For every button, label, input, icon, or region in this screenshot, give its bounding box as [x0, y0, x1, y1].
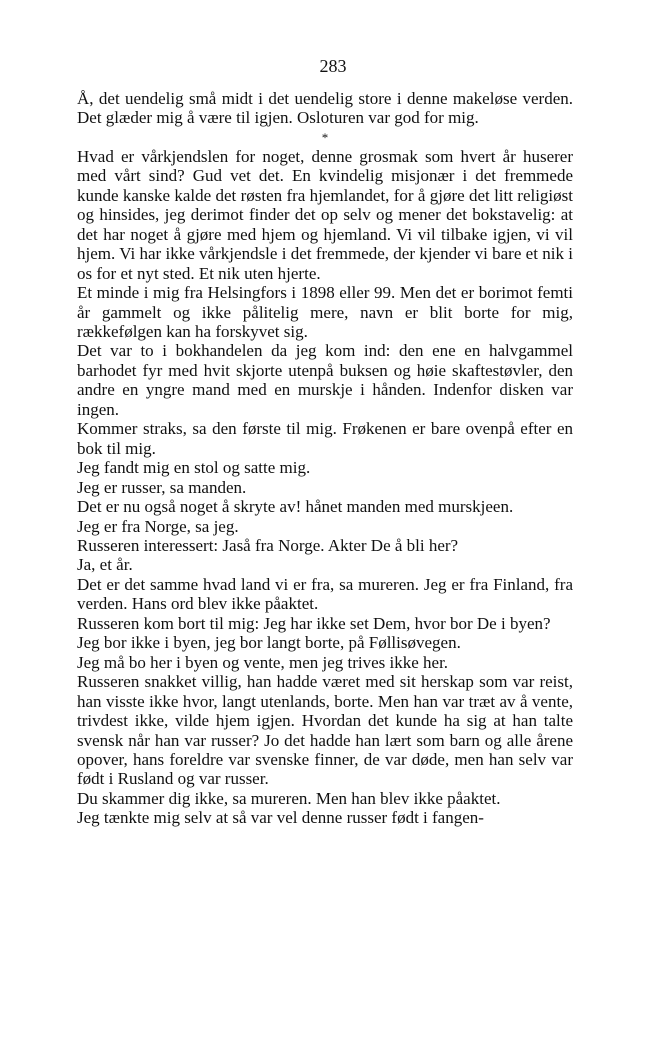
paragraph-10: Russeren interessert: Jaså fra Norge. Akter De å bli her? [77, 535, 459, 555]
body-text [77, 89, 573, 828]
paragraph-6: Jeg fandt mig en stol og satte mig. [77, 458, 311, 478]
paragraph-17: Du skammer dig ikke, sa mureren. Men han blev ikke påaktet. [77, 788, 501, 808]
paragraph-7: Jeg er russer, sa manden. [77, 477, 247, 497]
paragraph-13: Russeren kom bort til mig: Jeg har ikke set Dem, hvor bor De i byen? [77, 613, 551, 633]
paragraph-2: Hvad er vårkjendslen for noget, denne grosmak som hvert år huserer med vårt sind? Gud vet det. En kvindelig misjonær i det fremmede kunde kanske kalde det røsten fra hjemlandet, for å gjøre det litt religiøst og hinsides, jeg derimot finder det op selv og mener det bokstavelig: at det har noget å gjøre med hjem og hjemland. Vi vil tilbake igjen, vi vil hjem. Vi har ikke vårkjendsle i det fremmede, der kjender vi bare et nik i os for et nyt sted. Et nik uten hjerte. [77, 146, 573, 283]
paragraph-3: Et minde i mig fra Helsingfors i 1898 eller 99. Men det er borimot femti år gammelt og ikke pålitelig mere, navn er blit borte for mig, rækkefølgen kan ha forskyvet sig. [77, 283, 573, 341]
paragraph-4: Det var to i bokhandelen da jeg kom ind: den ene en halvgammel barhodet fyr med hvit skjorte utenpå buksen og høie skaftestøvler, den andre en yngre mand med en murskje i hånden. Indenfor disken var ingen. [77, 341, 573, 419]
paragraph-16: Russeren snakket villig, han hadde været med sit herskap som var reist, han visste ikke hvor, langt utenlands, borte. Men han var træt av å vente, trivdest ikke, vilde hjem igjen. Hvordan det kunde ha sig at han talte svensk når han var russer? Jo det hadde han lært som barn og alle årene opover, hans foreldre var svenske finner, de var døde, men han selv var født i Rusland og var russer. [77, 672, 573, 789]
paragraph-1: Å, det uendelig små midt i det uendelig store i denne makeløse verden. Det glæder mig å være til igjen. Osloturen var god for mig. [77, 89, 573, 128]
paragraph-18: Jeg tænkte mig selv at så var vel denne russer født i fangen- [77, 808, 484, 828]
paragraph-5: Kommer straks, sa den første til mig. Frøkenen er bare ovenpå efter en bok til mig. [77, 419, 573, 458]
section-separator: * [321, 129, 329, 145]
paragraph-9: Jeg er fra Norge, sa jeg. [77, 516, 239, 536]
paragraph-12: Det er det samme hvad land vi er fra, sa mureren. Jeg er fra Finland, fra verden. Hans ord blev ikke påaktet. [77, 574, 573, 614]
page-number: 283 [319, 56, 347, 76]
paragraph-11: Ja, et år. [77, 555, 133, 575]
paragraph-14: Jeg bor ikke i byen, jeg bor langt borte, på Føllisøvegen. [77, 633, 461, 653]
paragraph-15: Jeg må bo her i byen og vente, men jeg trives ikke her. [77, 652, 449, 672]
paragraph-8: Det er nu også noget å skryte av! hånet manden med murskjeen. [77, 497, 514, 517]
